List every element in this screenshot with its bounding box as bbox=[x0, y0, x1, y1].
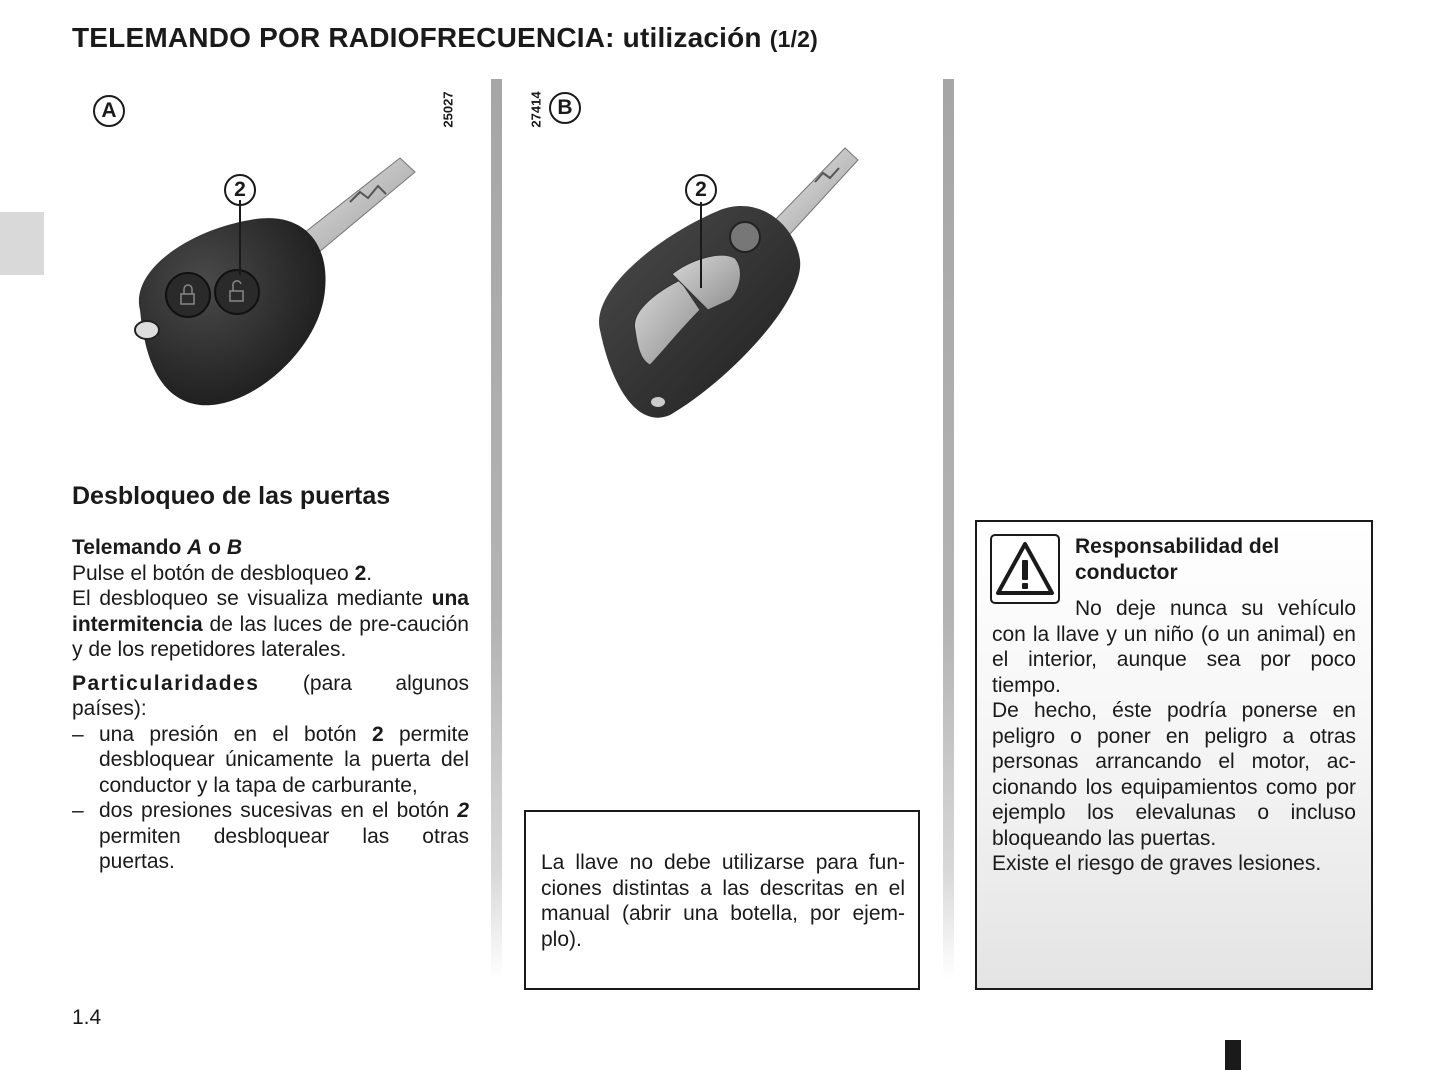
note-text: La llave no debe utilizarse para funciones distintas a las descritas en el manual (abrir una botella, por ejemplo). bbox=[541, 851, 905, 951]
page-edge-marker bbox=[1225, 1040, 1241, 1070]
section-side-tab bbox=[0, 212, 44, 275]
list-dash: – bbox=[72, 722, 84, 746]
column-divider-left bbox=[491, 79, 502, 979]
remote-subheading bbox=[72, 535, 469, 561]
figure-a-code: 25027 bbox=[440, 91, 456, 128]
flashing-text-bold: una intermitencia bbox=[72, 587, 469, 636]
page-title-main: TELEMANDO POR RADIOFRECUENCIA: utilización bbox=[72, 22, 762, 53]
figure-b-callout: 2 bbox=[685, 174, 717, 206]
particularities-rest: (para algunos países): bbox=[72, 671, 469, 720]
section-body bbox=[72, 535, 469, 875]
flashing-text-end: de las luces de pre-caución y de los repetidores laterales. bbox=[72, 612, 469, 661]
list-item-1-start: una presión en el botón bbox=[99, 722, 372, 746]
list-item bbox=[72, 798, 469, 875]
section-heading: Desbloqueo de las puertas bbox=[72, 482, 391, 510]
remote-subheading-a: A bbox=[187, 536, 203, 559]
press-button-number: 2 bbox=[354, 561, 367, 585]
figure-b-code: 27414 bbox=[528, 91, 544, 128]
page-title-suffix: (1/2) bbox=[769, 26, 819, 52]
warning-paragraph-1: No deje nunca su vehículo con la llave y un niño (o un animal) en el interior, aunque sea por poco tiempo. bbox=[992, 597, 1356, 697]
list-dash: – bbox=[72, 799, 84, 822]
paragraph-flashing bbox=[72, 586, 469, 663]
remote-subheading-b: B bbox=[226, 536, 242, 559]
warning-paragraph-3: Existe el riesgo de graves lesiones. bbox=[992, 852, 1322, 875]
press-button-text: Pulse el botón de desbloqueo bbox=[72, 561, 355, 585]
paragraph-particularities bbox=[72, 671, 469, 722]
warning-heading: Responsabilidad del conductor bbox=[1075, 535, 1280, 584]
list-item-2-end: permiten desbloquear las otras puertas. bbox=[99, 824, 469, 873]
warning-triangle-icon bbox=[994, 540, 1056, 598]
list-item-2-number: 2 bbox=[457, 799, 469, 822]
remote-key-a-illustration bbox=[100, 140, 440, 430]
particularities-label: Particularidades bbox=[72, 671, 260, 695]
warning-body bbox=[992, 596, 1356, 877]
warning-paragraph-2: De hecho, éste podría ponerse en peligro o poner en peligro a otras personas arrancando el motor, accionando los equipamientos como por ejemplo los elevalunas o incluso bloqueando las puertas. bbox=[992, 699, 1356, 850]
list-item-2-start: dos presiones sucesivas en el botón bbox=[99, 799, 458, 822]
page-title bbox=[72, 22, 818, 54]
remote-subheading-prefix: Telemando bbox=[72, 536, 188, 559]
flashing-text-start: El desbloqueo se visualiza mediante bbox=[72, 587, 432, 610]
column-divider-right bbox=[943, 79, 954, 979]
figure-a-callout: 2 bbox=[224, 174, 256, 206]
figure-a-label: A bbox=[93, 95, 125, 127]
remote-key-b-illustration bbox=[580, 140, 880, 430]
remote-subheading-mid: o bbox=[202, 536, 227, 559]
press-button-end: . bbox=[366, 561, 373, 585]
paragraph-press-button bbox=[72, 561, 469, 587]
figure-b-label: B bbox=[549, 92, 581, 124]
list-item-1-end: permite desbloquear únicamente la puerta del conductor y la tapa de carburante, bbox=[99, 722, 470, 797]
list-item bbox=[72, 722, 469, 799]
list-item-1-number: 2 bbox=[371, 722, 384, 746]
page-number: 1.4 bbox=[72, 1006, 102, 1029]
